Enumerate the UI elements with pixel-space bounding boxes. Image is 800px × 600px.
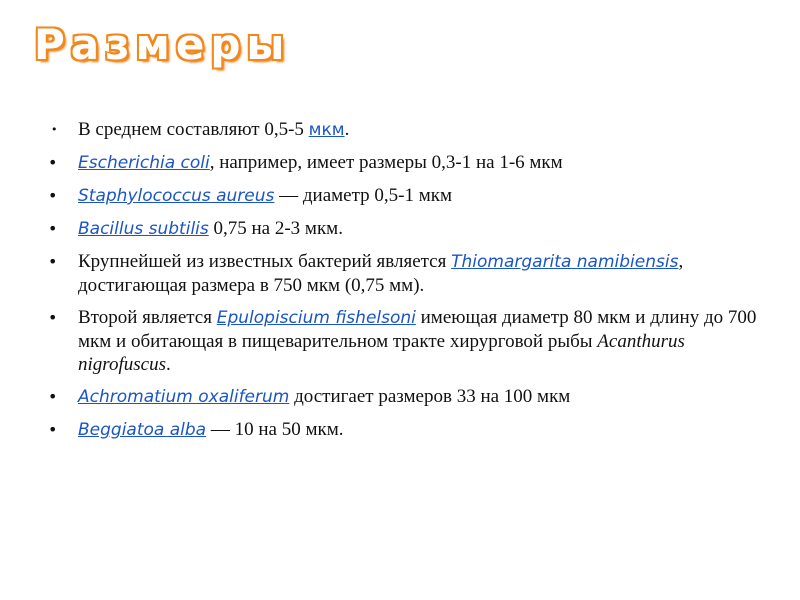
- text: — диаметр 0,5-1 мкм: [274, 185, 452, 206]
- text: достигает размеров 33 на 100 мкм: [289, 386, 571, 407]
- bullet-item-6: [48, 306, 768, 376]
- species-name: Acanthurus nigrofuscus: [78, 331, 685, 375]
- bullet-item-8: [48, 418, 768, 442]
- link-bacillus-subtilis[interactable]: Bacillus subtilis: [78, 219, 209, 239]
- bullet-dot: •: [48, 420, 58, 439]
- link-thiomargarita-namibiensis[interactable]: Thiomargarita namibiensis: [451, 252, 679, 272]
- bullet-dot: •: [48, 186, 58, 205]
- bullet-dot: •: [48, 308, 58, 327]
- link-beggiatoa-alba[interactable]: Beggiatoa alba: [78, 420, 207, 440]
- text: Крупнейшей из известных бактерий является: [78, 251, 452, 272]
- bullet-dot: •: [48, 153, 58, 172]
- text: .: [344, 119, 350, 140]
- link-achromatium-oxaliferum[interactable]: Achromatium oxaliferum: [78, 387, 290, 407]
- link-mkm[interactable]: мкм: [308, 120, 345, 140]
- text: Второй является: [78, 307, 217, 328]
- text: , например, имеет размеры 0,3-1 на 1-6 мкм: [209, 152, 563, 173]
- text: , достигающая размера в 750 мкм (0,75 мм).: [78, 251, 684, 296]
- bullet-dot: •: [51, 123, 58, 136]
- link-staphylococcus-aureus[interactable]: Staphylococcus aureus: [78, 186, 275, 206]
- text: В среднем составляют 0,5-5: [78, 119, 309, 140]
- link-epulopiscium-fishelsoni[interactable]: Epulopiscium fishelsoni: [216, 308, 416, 328]
- bullet-item-1: [48, 118, 768, 142]
- bullet-dot: •: [48, 252, 58, 271]
- bullet-item-4: [48, 217, 768, 241]
- bullet-list: [48, 118, 768, 451]
- bullet-item-5: [48, 250, 768, 297]
- text: имеющая диаметр 80 мкм и длину до 700 мкм и обитающая в пищеварительном тракте хирурговой рыбы: [78, 307, 757, 352]
- text: 0,75 на 2-3 мкм.: [208, 218, 343, 239]
- bullet-dot: •: [48, 219, 58, 238]
- link-escherichia-coli[interactable]: Escherichia coli: [78, 153, 210, 173]
- text: — 10 на 50 мкм.: [206, 419, 344, 440]
- bullet-item-2: [48, 151, 768, 175]
- bullet-item-7: [48, 385, 768, 409]
- bullet-item-3: [48, 184, 768, 208]
- slide-title: Размеры: [34, 20, 291, 69]
- text: .: [165, 354, 171, 375]
- bullet-dot: •: [48, 387, 58, 406]
